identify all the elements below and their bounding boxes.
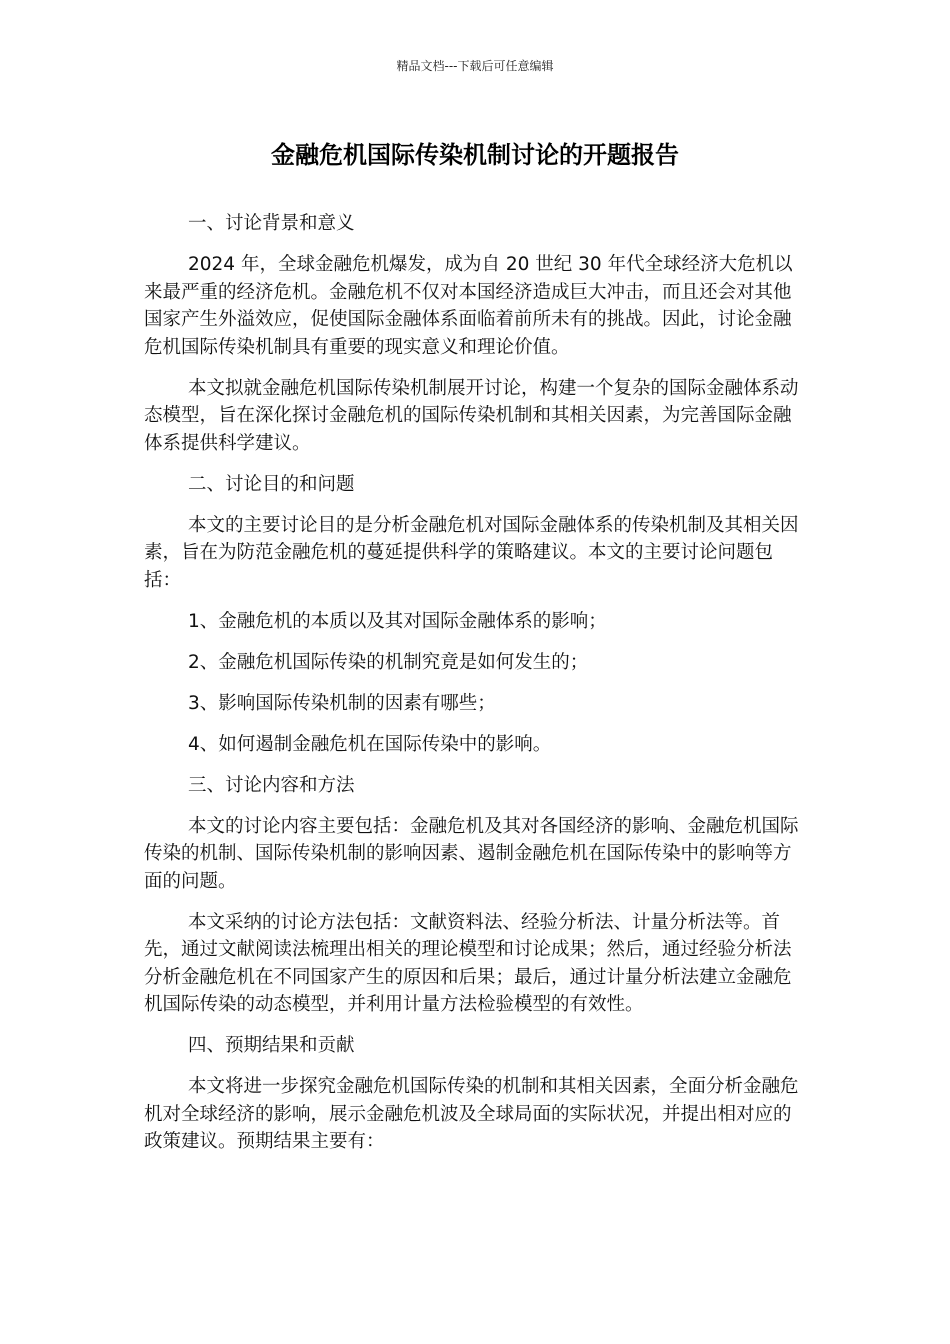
paragraph-content: 本文的讨论内容主要包括：金融危机及其对各国经济的影响、金融危机国际传染的机制、国际传染机制的影响因素、遏制金融危机在国际传染中的影响等方面的问题。 (144, 815, 799, 892)
paragraph-background: 2024 年，全球金融危机爆发，成为自 20 世纪 30 年代全球经济大危机以来最严重的经济危机。金融危机不仅对本国经济造成巨大冲击，而且还会对其他国家产生外溢效应，促使国际金融体系面临着前所未有的挑战。因此，讨论金融危机国际传染机制具有重要的现实意义和理论价值。 (144, 254, 793, 358)
paragraph-purpose: 本文的主要讨论目的是分析金融危机对国际金融体系的传染机制及其相关因素，旨在为防范金融危机的蔓延提供科学的策略建议。本文的主要讨论问题包括： (144, 514, 799, 591)
header-note: 精品文档---下载后可任意编辑 (396, 59, 554, 73)
section-heading-purpose: 二、讨论目的和问题 (188, 473, 355, 495)
list-item-question-2: 2、金融危机国际传染的机制究竟是如何发生的； (188, 651, 589, 673)
document-body (144, 210, 800, 1169)
document-title: 金融危机国际传染机制讨论的开题报告 (271, 141, 679, 169)
list-item-question-3: 3、影响国际传染机制的因素有哪些； (188, 692, 496, 714)
paragraph-results: 本文将进一步探究金融危机国际传染的机制和其相关因素，全面分析金融危机对全球经济的影响，展示金融危机波及全球局面的实际状况，并提出相对应的政策建议。预期结果主要有： (144, 1076, 799, 1152)
paragraph-method: 本文采纳的讨论方法包括：文献资料法、经验分析法、计量分析法等。首先，通过文献阅读法梳理出相关的理论模型和讨论成果；然后，通过经验分析法分析金融危机在不同国家产生的原因和后果；最后，通过计量分析法建立金融危机国际传染的动态模型，并利用计量方法检验模型的有效性。 (144, 911, 792, 1015)
section-heading-content-method: 三、讨论内容和方法 (188, 774, 355, 796)
section-heading-background: 一、讨论背景和意义 (188, 213, 355, 234)
list-item-question-1: 1、金融危机的本质以及其对国际金融体系的影响； (188, 610, 607, 632)
paragraph-aim: 本文拟就金融危机国际传染机制展开讨论，构建一个复杂的国际金融体系动态模型，旨在深化探讨金融危机的国际传染机制和其相关因素，为完善国际金融体系提供科学建议。 (144, 377, 799, 454)
list-item-question-4: 4、如何遏制金融危机在国际传染中的影响。 (188, 733, 552, 755)
section-heading-results: 四、预期结果和贡献 (188, 1035, 355, 1056)
